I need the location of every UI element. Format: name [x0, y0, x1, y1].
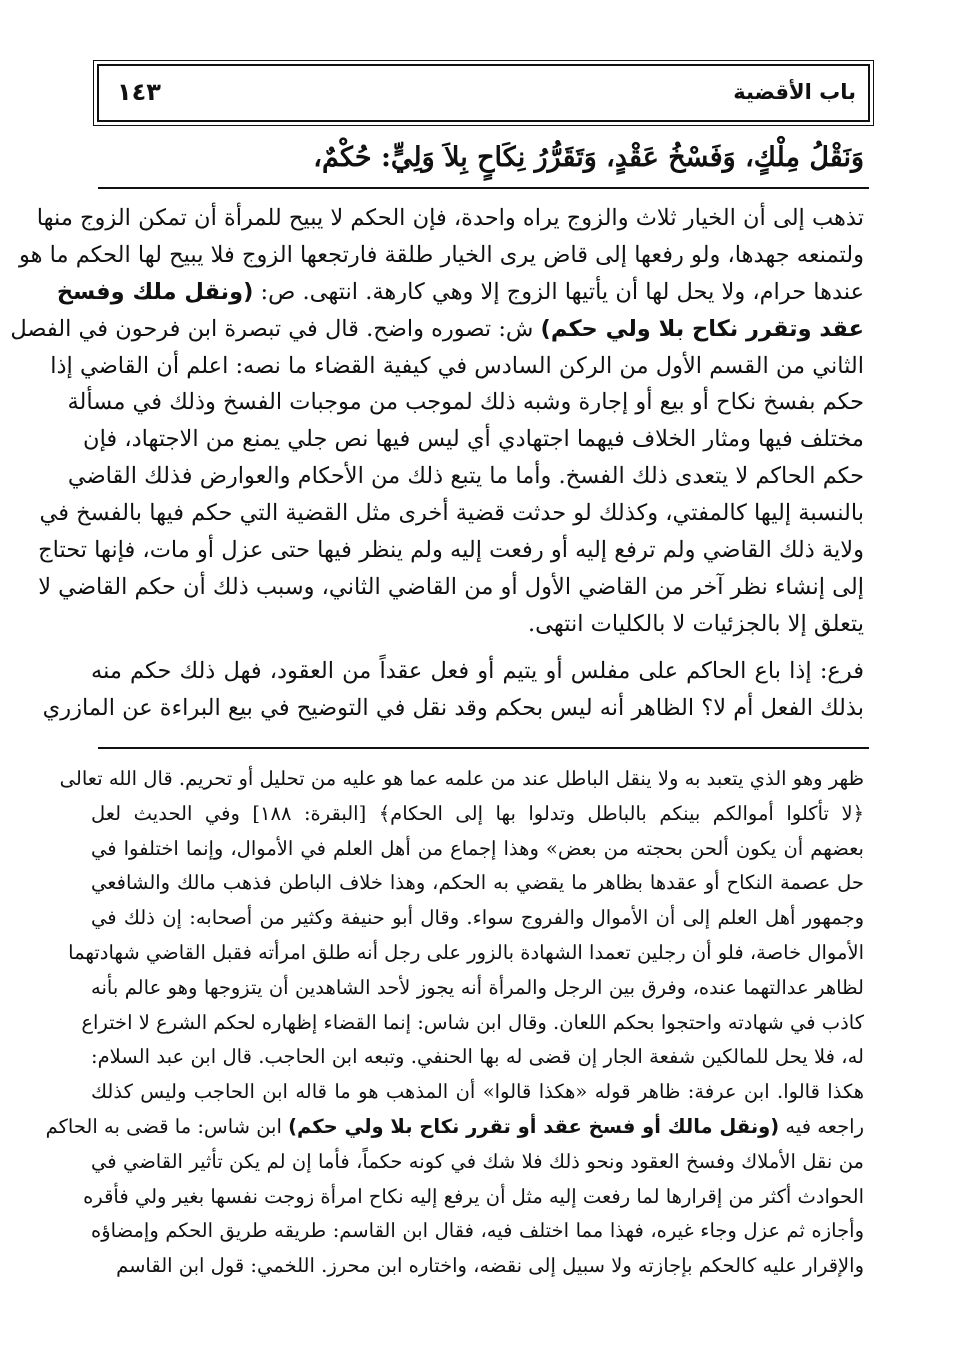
commentary-line: ولاية ذلك القاضي ولم ترفع إليه أو رفعت إليه ولم ينظر فيها حتى عزل أو مات، فإنها تحتاج	[38, 537, 864, 564]
main-text-line: وَنَقْلُ مِلْكٍ، وَفَسْخُ عَقْدٍ، وَتَقَرُّرُ نِكَاحٍ بِلاَ وَلِيٍّ: حُكْمٌ،	[313, 142, 864, 173]
commentary-line: الثاني من القسم الأول من الركن السادس في كيفية القضاء ما نصه: اعلم أن القاضي إذا	[50, 352, 864, 379]
footnote-line: من نقل الأملاك وفسخ العقود ونحو ذلك فلا شك في كونه حكماً، فأما إن لم يكن تأثير القاضي في	[91, 1149, 864, 1173]
footnote-text: ابن شاس: ما قضى به الحاكم	[45, 1114, 289, 1138]
footnote-line: له، فلا يحل للمالكين شفعة الجار إن قضى له بها الحنفي. وتبعه ابن الحاجب. قال ابن عبد السلام:	[91, 1045, 864, 1069]
paragraph-gap	[91, 643, 864, 653]
commentary-text: عندها حرام، ولا يحل لها أن يأتيها الزوج إلا وهي كارهة. انتهى. ص:	[260, 278, 864, 305]
footnote-line: الأموال خاصة، فلو أن رجلين تعمدا الشهادة بالزور على رجل أنه طلق امرأته فقبل القاضي شهادتهما	[68, 940, 864, 964]
footnote-line: وأجازه ثم عزل وجاء غيره، فهذا مما اختلف فيه، فقال ابن القاسم: طريقه طريق الحكم وإمضاؤه	[91, 1219, 864, 1243]
divider-footnote	[98, 747, 869, 749]
footnote-block	[45, 762, 864, 1284]
commentary-line: بالنسبة إليها كالمفتي، وكذلك لو حدثت قضية أخرى مثل القضية التي حكم فيها بالفسخ في	[39, 500, 864, 527]
matn-quote: (ونقل ملك وفسخ	[56, 278, 254, 305]
commentary-line: مختلف فيها ومثار الخلاف فيهما اجتهادي أي ليس فيها نص جلي يمنع من الاجتهاد، فإن	[83, 426, 864, 453]
commentary-text: ش: تصوره واضح. قال في تبصرة ابن فرحون في الفصل	[10, 315, 541, 342]
commentary-line: حكم بفسخ نكاح أو بيع أو إجارة وشبه ذلك لموجب من موجبات الفسخ وذلك في مسألة	[67, 389, 864, 416]
commentary-line	[56, 274, 864, 311]
commentary-line: حكم الحاكم لا يتعدى ذلك الفسخ. وأما ما يتبع ذلك من الأحكام والعوارض فذلك القاضي	[67, 463, 864, 490]
footnote-line: ﴿لا تأكلوا أموالكم بينكم بالباطل وتدلوا بها إلى الحكام﴾ [البقرة: ١٨٨] وفي الحديث لعل	[91, 801, 864, 825]
footnote-line	[45, 1110, 864, 1145]
footnote-text: راجعه فيه	[779, 1114, 864, 1138]
footnote-line: لظاهر عدالتهما عنده، وفرق بين الرجل والمرأة أنه يجوز لأحد الشاهدين أن يتزوجها وهو عالم بأنه	[91, 975, 864, 999]
commentary-line: إلى إنشاء نظر آخر من القاضي الأول أو من القاضي الثاني، وسبب ذلك أن حكم القاضي لا	[38, 573, 864, 600]
commentary-line	[10, 311, 864, 348]
matn-quote: عقد وتقرر نكاح بلا ولي حكم)	[540, 315, 864, 342]
footnote-line: كاذب في شهادته واحتجوا بحكم اللعان. وقال ابن شاس: إنما القضاء إظهاره لحكم الشرع لا اختراع	[81, 1010, 864, 1034]
footnote-line: وجمهور أهل العلم إلى أن الأموال والفروج سواء. وقال أبو حنيفة وكثير من أصحابه: إن ذلك في	[91, 906, 864, 930]
footnote-line: والإقرار عليه كالحكم بإجازته ولا سبيل إلى نقضه، واختاره ابن محرز. اللخمي: قول ابن القاسم	[116, 1254, 864, 1278]
commentary-block	[10, 200, 864, 726]
commentary-line: فرع: إذا باع الحاكم على مفلس أو يتيم أو فعل عقداً من العقود، فهل ذلك حكم منه	[91, 657, 864, 684]
page-number: ١٤٣	[117, 78, 161, 106]
commentary-line: ولتمنعه جهدها، ولو رفعها إلى قاض يرى الخيار طلقة فارتجعها الزوج فلا يبيح لها الحكم ما هو	[19, 241, 864, 268]
chapter-title: باب الأقضية	[733, 80, 856, 104]
matn-quote: (ونقل مالك أو فسخ عقد أو تقرر نكاح بلا ولي حكم)	[288, 1114, 780, 1138]
commentary-line: بذلك الفعل أم لا؟ الظاهر أنه ليس بحكم وقد نقل في التوضيح في بيع البراءة عن المازري	[42, 694, 864, 721]
footnote-line: حل عصمة النكاح أو عقدها بظاهر ما يقضي به الحكم، وهذا خلاف الباطن فذهب مالك والشافعي	[91, 871, 864, 895]
footnote-line: بعضهم أن يكون ألحن بحجته من بعض» وهذا إجماع من أهل العلم في الأموال، وإنما اختلفوا في	[91, 836, 864, 860]
commentary-line: تذهب إلى أن الخيار ثلاث والزوج يراه واحدة، فإن الحكم لا يبيح للمرأة أن تمكن الزوج منها	[36, 205, 864, 231]
page-header	[97, 64, 870, 122]
footnote-line: هكذا قالوا. ابن عرفة: ظاهر قوله «هكذا قالوا» أن المذهب هو ما قاله ابن الحاجب وليس كذلك	[91, 1080, 864, 1104]
commentary-line: يتعلق إلا بالجزئيات لا بالكليات انتهى.	[527, 610, 864, 637]
divider-top	[98, 187, 869, 189]
footnote-line: الحوادث أكثر من إقرارها لما رفعت إليه مثل أن يرفع إليه نكاح امرأة زوجت نفسها بغير ولي فأقره	[83, 1184, 864, 1208]
footnote-line: ظهر وهو الذي يتعبد به ولا ينقل الباطل عند من علمه عما هو عليه من تحليل أو تحريم. قال الله تعالى	[59, 767, 864, 790]
